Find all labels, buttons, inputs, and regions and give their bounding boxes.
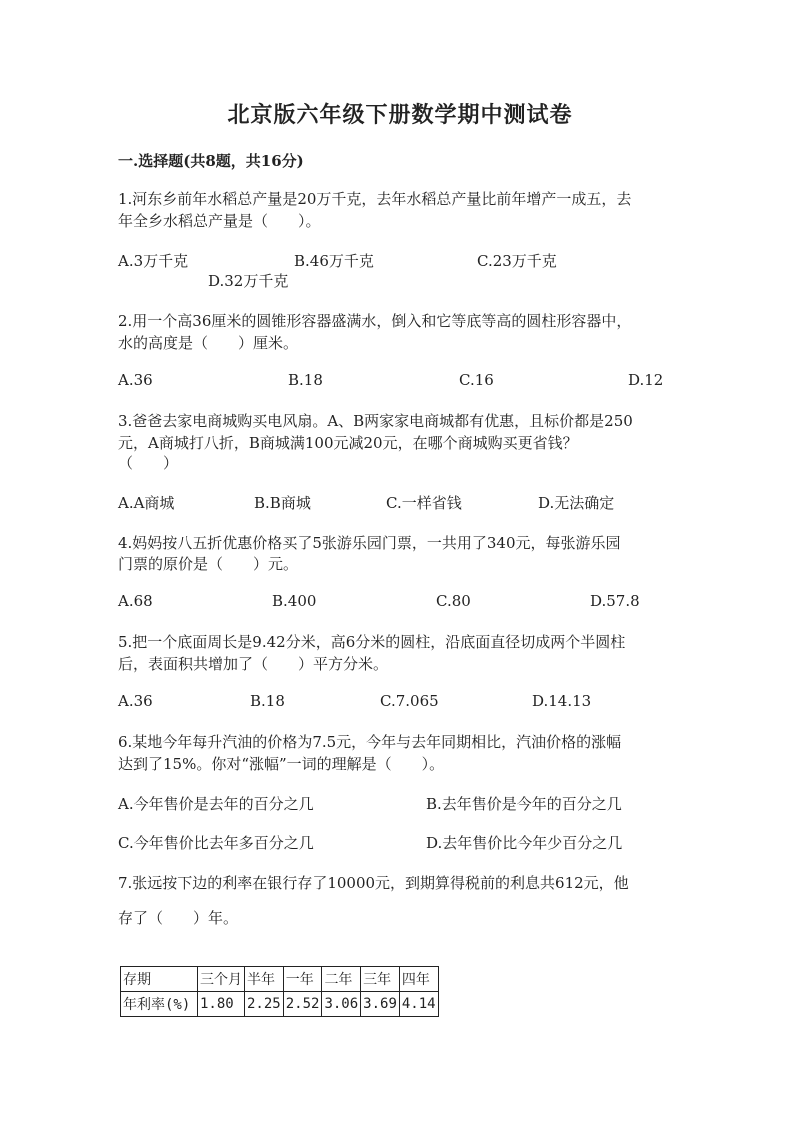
question-3-line-2: 元，A商城打八折，B商城满100元减20元，在哪个商城购买更省钱？ — [118, 434, 578, 452]
table-cell: 二年 — [322, 967, 361, 992]
question-3-option-d: D.无法确定 — [538, 494, 615, 512]
question-4-option-b: B.400 — [272, 592, 317, 610]
question-7-line-2: 存了（ ）年。 — [118, 909, 239, 927]
question-6-line-2: 达到了15%。你对“涨幅”一词的理解是（ ）。 — [118, 755, 445, 773]
table-cell: 四年 — [399, 967, 438, 992]
table-cell: 2.52 — [283, 992, 322, 1017]
question-4-option-c: C.80 — [436, 592, 471, 610]
table-cell: 2.25 — [245, 992, 284, 1017]
table-cell: 年利率(%) — [121, 992, 198, 1017]
interest-rate-table — [120, 966, 439, 1017]
table-cell: 1.80 — [198, 992, 245, 1017]
question-4-option-d: D.57.8 — [590, 592, 640, 610]
question-2-option-b: B.18 — [288, 371, 323, 389]
table-cell: 一年 — [283, 967, 322, 992]
question-1-option-b: B.46万千克 — [294, 252, 374, 270]
question-2-line-1: 2.用一个高36厘米的圆锥形容器盛满水，倒入和它等底等高的圆柱形容器中， — [118, 312, 632, 330]
question-3-option-a: A.A商城 — [118, 494, 175, 512]
question-1-line-2: 年全乡水稻总产量是（ ）。 — [118, 212, 321, 230]
question-5-line-1: 5.把一个底面周长是9.42分米，高6分米的圆柱，沿底面直径切成两个半圆柱 — [118, 633, 626, 651]
question-6-option-a: A.今年售价是去年的百分之几 — [118, 795, 314, 813]
question-1-line-1: 1.河东乡前年水稻总产量是20万千克，去年水稻总产量比前年增产一成五，去 — [118, 190, 632, 208]
table-header-row — [121, 967, 439, 992]
table-cell: 3.06 — [322, 992, 361, 1017]
table-cell: 4.14 — [399, 992, 438, 1017]
question-6-option-c: C.今年售价比去年多百分之几 — [118, 834, 314, 852]
table-cell: 三个月 — [198, 967, 245, 992]
question-4-line-1: 4.妈妈按八五折优惠价格买了5张游乐园门票，一共用了340元，每张游乐园 — [118, 534, 621, 552]
question-3-line-3: （ ） — [118, 454, 179, 472]
question-6-option-b: B.去年售价是今年的百分之几 — [426, 795, 622, 813]
table-cell: 半年 — [245, 967, 284, 992]
question-2-option-c: C.16 — [459, 371, 494, 389]
question-1-option-c: C.23万千克 — [477, 252, 557, 270]
question-5-option-d: D.14.13 — [532, 692, 592, 710]
section-heading: 一.选择题(共8题，共16分) — [118, 152, 304, 170]
question-5-option-c: C.7.065 — [380, 692, 439, 710]
page-title: 北京版六年级下册数学期中测试卷 — [227, 102, 573, 128]
question-3-line-1: 3.爸爸去家电商城购买电风扇。A、B两家家电商城都有优惠，且标价都是250 — [118, 412, 633, 430]
question-5-option-b: B.18 — [250, 692, 285, 710]
question-1-option-d: D.32万千克 — [208, 272, 289, 290]
question-4-option-a: A.68 — [118, 592, 153, 610]
question-7-line-1: 7.张远按下边的利率在银行存了10000元，到期算得税前的利息共612元，他 — [118, 874, 629, 892]
table-row — [121, 992, 439, 1017]
question-3-option-c: C.一样省钱 — [386, 494, 462, 512]
question-5-option-a: A.36 — [118, 692, 153, 710]
question-3-option-b: B.B商城 — [254, 494, 311, 512]
table-cell: 3.69 — [361, 992, 400, 1017]
table-cell: 三年 — [361, 967, 400, 992]
question-6-line-1: 6.某地今年每升汽油的价格为7.5元，今年与去年同期相比，汽油价格的涨幅 — [118, 733, 622, 751]
question-1-option-a: A.3万千克 — [118, 252, 189, 270]
question-2-option-d: D.12 — [628, 371, 664, 389]
table-cell: 存期 — [121, 967, 198, 992]
question-2-line-2: 水的高度是（ ）厘米。 — [118, 334, 299, 352]
question-2-option-a: A.36 — [118, 371, 153, 389]
question-4-line-2: 门票的原价是（ ）元。 — [118, 555, 299, 573]
question-6-option-d: D.去年售价比今年少百分之几 — [426, 834, 623, 852]
question-5-line-2: 后，表面积共增加了（ ）平方分米。 — [118, 655, 389, 673]
